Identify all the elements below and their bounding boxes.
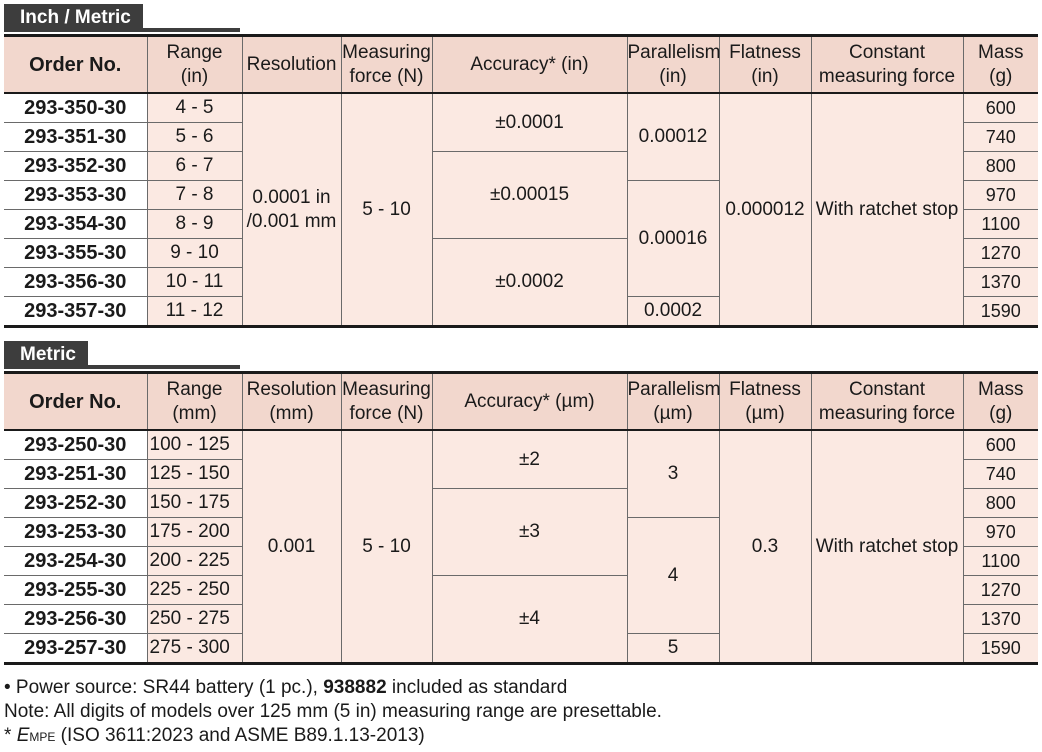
order-no-cell: 293-254-30 xyxy=(4,547,147,576)
measuring-force-cell: 5 - 10 xyxy=(341,93,432,327)
presettable-note: Note: All digits of models over 125 mm (5 in) measuring range are presettable. xyxy=(4,701,662,722)
order-no-cell: 293-357-30 xyxy=(4,297,147,327)
inch-metric-spec-table xyxy=(4,34,1038,328)
accuracy-footnote: * EMPE (ISO 3611:2023 and ASME B89.1.13-2013) xyxy=(4,725,425,746)
mass-cell: 1100 xyxy=(963,547,1038,576)
parallelism-cell: 0.00016 xyxy=(627,181,719,297)
table-header-row xyxy=(4,373,1038,431)
range-cell: 7 - 8 xyxy=(147,181,242,210)
section-title: Inch / Metric xyxy=(4,4,143,31)
order-no-cell: 293-257-30 xyxy=(4,634,147,664)
range-cell: 10 - 11 xyxy=(147,268,242,297)
accuracy-cell: ±0.0001 xyxy=(432,93,627,152)
mass-cell: 1590 xyxy=(963,297,1038,327)
header-parallelism: Parallelism (µm) xyxy=(627,373,719,431)
accuracy-cell: ±0.0002 xyxy=(432,239,627,327)
mass-cell: 1270 xyxy=(963,239,1038,268)
mass-cell: 740 xyxy=(963,123,1038,152)
measuring-force-cell: 5 - 10 xyxy=(341,430,432,664)
mass-cell: 600 xyxy=(963,430,1038,460)
range-cell: 225 - 250 xyxy=(147,576,242,605)
header-measuring-force: Measuring force (N) xyxy=(341,36,432,94)
flatness-cell: 0.3 xyxy=(719,430,811,664)
header-accuracy: Accuracy* (in) xyxy=(432,36,627,94)
mass-cell: 1590 xyxy=(963,634,1038,664)
accuracy-cell: ±0.00015 xyxy=(432,152,627,239)
range-cell: 175 - 200 xyxy=(147,518,242,547)
order-no-cell: 293-256-30 xyxy=(4,605,147,634)
header-constant-force: Constant measuring force xyxy=(811,373,963,431)
table-header-row xyxy=(4,36,1038,94)
header-resolution: Resolution xyxy=(242,36,341,94)
header-measuring-force: Measuring force (N) xyxy=(341,373,432,431)
resolution-cell: 0.001 xyxy=(242,430,341,664)
order-no-cell: 293-351-30 xyxy=(4,123,147,152)
header-range: Range (in) xyxy=(147,36,242,94)
order-no-cell: 293-252-30 xyxy=(4,489,147,518)
range-cell: 125 - 150 xyxy=(147,460,242,489)
mass-cell: 1100 xyxy=(963,210,1038,239)
order-no-cell: 293-354-30 xyxy=(4,210,147,239)
header-constant-force: Constant measuring force xyxy=(811,36,963,94)
order-no-cell: 293-250-30 xyxy=(4,430,147,460)
parallelism-cell: 3 xyxy=(627,430,719,518)
order-no-cell: 293-251-30 xyxy=(4,460,147,489)
header-order-no: Order No. xyxy=(4,373,147,431)
range-cell: 250 - 275 xyxy=(147,605,242,634)
range-cell: 200 - 225 xyxy=(147,547,242,576)
accuracy-cell: ±2 xyxy=(432,430,627,489)
order-no-cell: 293-356-30 xyxy=(4,268,147,297)
mass-cell: 970 xyxy=(963,518,1038,547)
mass-cell: 600 xyxy=(963,93,1038,123)
section-title: Metric xyxy=(4,341,88,368)
order-no-cell: 293-350-30 xyxy=(4,93,147,123)
flatness-cell: 0.000012 xyxy=(719,93,811,327)
mass-cell: 740 xyxy=(963,460,1038,489)
range-cell: 8 - 9 xyxy=(147,210,242,239)
resolution-cell: 0.0001 in /0.001 mm xyxy=(242,93,341,327)
metric-spec-table xyxy=(4,371,1038,665)
table-row xyxy=(4,93,1038,123)
header-parallelism: Parallelism (in) xyxy=(627,36,719,94)
range-cell: 275 - 300 xyxy=(147,634,242,664)
header-mass: Mass (g) xyxy=(963,36,1038,94)
section-rule xyxy=(4,28,240,32)
range-cell: 9 - 10 xyxy=(147,239,242,268)
mass-cell: 1370 xyxy=(963,605,1038,634)
parallelism-cell: 4 xyxy=(627,518,719,634)
constant-force-cell: With ratchet stop xyxy=(811,430,963,664)
table-row xyxy=(4,430,1038,460)
order-no-cell: 293-355-30 xyxy=(4,239,147,268)
order-no-cell: 293-353-30 xyxy=(4,181,147,210)
battery-part-number: 938882 xyxy=(323,677,387,698)
power-source-note: • Power source: SR44 battery (1 pc.), 938882 included as standard xyxy=(4,677,568,698)
order-no-cell: 293-352-30 xyxy=(4,152,147,181)
parallelism-cell: 0.0002 xyxy=(627,297,719,327)
accuracy-cell: ±3 xyxy=(432,489,627,576)
mass-cell: 800 xyxy=(963,152,1038,181)
range-cell: 6 - 7 xyxy=(147,152,242,181)
range-cell: 150 - 175 xyxy=(147,489,242,518)
header-range: Range (mm) xyxy=(147,373,242,431)
range-cell: 11 - 12 xyxy=(147,297,242,327)
mass-cell: 800 xyxy=(963,489,1038,518)
footnotes xyxy=(4,676,662,749)
accuracy-cell: ±4 xyxy=(432,576,627,664)
header-order-no: Order No. xyxy=(4,36,147,94)
parallelism-cell: 5 xyxy=(627,634,719,664)
header-flatness: Flatness (µm) xyxy=(719,373,811,431)
order-no-cell: 293-255-30 xyxy=(4,576,147,605)
header-flatness: Flatness (in) xyxy=(719,36,811,94)
range-cell: 5 - 6 xyxy=(147,123,242,152)
order-no-cell: 293-253-30 xyxy=(4,518,147,547)
mass-cell: 970 xyxy=(963,181,1038,210)
header-resolution: Resolution (mm) xyxy=(242,373,341,431)
header-accuracy: Accuracy* (µm) xyxy=(432,373,627,431)
range-cell: 4 - 5 xyxy=(147,93,242,123)
parallelism-cell: 0.00012 xyxy=(627,93,719,181)
range-cell: 100 - 125 xyxy=(147,430,242,460)
mass-cell: 1270 xyxy=(963,576,1038,605)
mass-cell: 1370 xyxy=(963,268,1038,297)
header-mass: Mass (g) xyxy=(963,373,1038,431)
constant-force-cell: With ratchet stop xyxy=(811,93,963,327)
section-rule xyxy=(4,365,240,369)
